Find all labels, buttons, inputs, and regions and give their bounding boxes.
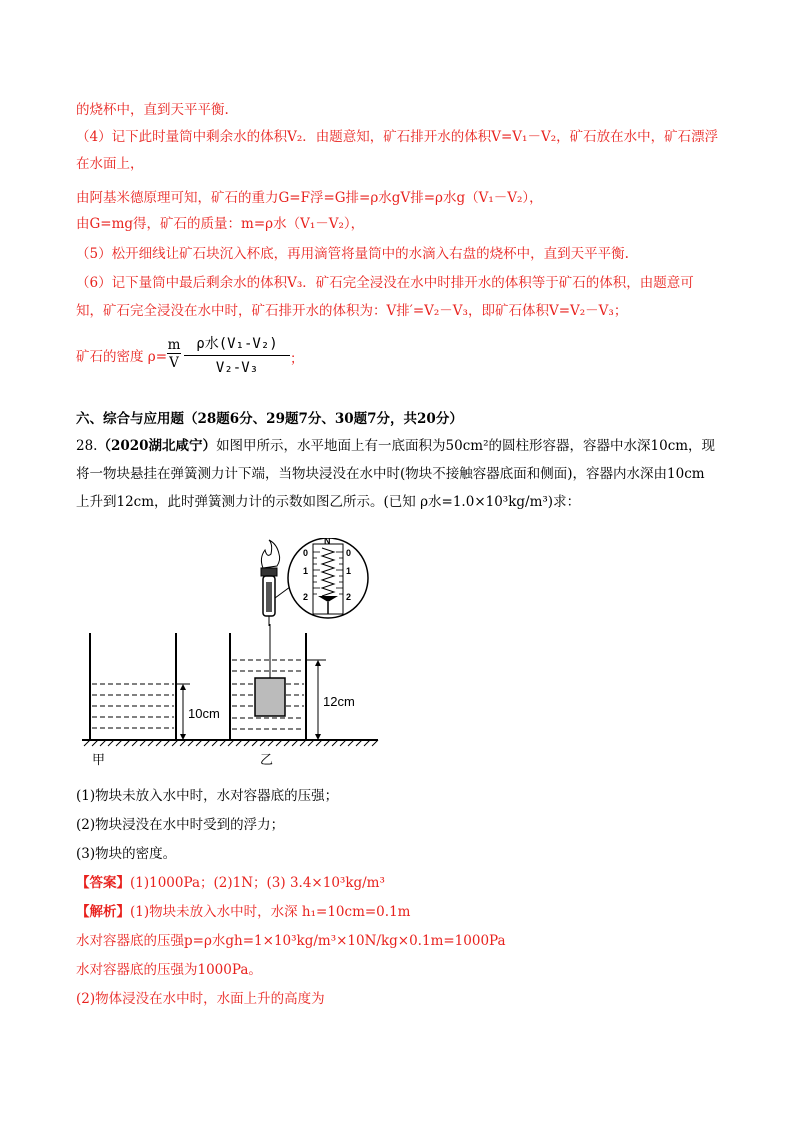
problem-source: （2020湖北咸宁）: [97, 438, 217, 454]
section-heading: 六、综合与应用题（28题6分、29题7分、30题7分，共20分）: [76, 411, 463, 427]
solution-line-4: 由阿基米德原理可知，矿石的重力G=F浮=G排=ρ水gV排=ρ水g（V₁－V₂），: [76, 190, 543, 206]
scale-tick-1-right: 1: [346, 566, 352, 576]
solution-line-8: 知，矿石完全浸没在水中时，矿石排开水的体积为：V排′=V₂－V₃，即矿石体积V=V₂－V₃；: [76, 303, 628, 319]
solution-line-5: 由G=mg得，矿石的质量：m=ρ水（V₁－V₂），: [76, 216, 365, 232]
density-prefix: 矿石的密度 ρ=: [76, 349, 168, 365]
experiment-figure: [80, 538, 380, 778]
fraction-numerator: ρ水(V₁-V₂): [184, 333, 290, 356]
ground: [82, 740, 378, 746]
scale-tick-0-left: 0: [303, 548, 309, 558]
scale-label-n: N: [324, 538, 331, 546]
question-2: (2)物块浸没在水中时受到的浮力；: [76, 817, 285, 833]
scale-tick-0-right: 0: [346, 548, 352, 558]
question-1: (1)物块未放入水中时，水对容器底的压强；: [76, 788, 339, 804]
label-jia: 甲: [92, 752, 106, 767]
fraction-denominator: V₂-V₃: [215, 360, 259, 376]
fraction-v: V: [169, 355, 179, 371]
analysis-tag: 【解析】: [76, 904, 130, 920]
analysis-line-3: 水对容器底的压强为1000Pa。: [76, 962, 262, 978]
fraction-end: ；: [290, 351, 304, 367]
container-yi: [230, 624, 326, 740]
label-10cm: 10cm: [188, 706, 220, 721]
solution-line-3: 在水面上，: [76, 156, 144, 172]
block: [255, 678, 285, 716]
zoom-circle: [288, 538, 368, 618]
solution-line-6: （5）松开细线让矿石块沉入杯底，再用滴管将量筒中的水滴入右盘的烧杯中，直到天平平衡.: [76, 246, 629, 262]
scale-tick-1-left: 1: [303, 566, 309, 576]
analysis-line-4: (2)物体浸没在水中时，水面上升的高度为: [76, 991, 325, 1007]
problem-number: 28.: [76, 438, 98, 454]
problem-line-2: 将一物块悬挂在弹簧测力计下端，当物块浸没在水中时(物块不接触容器底面和侧面)，容器内水深由10cm: [76, 466, 705, 482]
analysis-line-1: [76, 902, 410, 922]
label-yi: 乙: [260, 752, 274, 767]
container-jia: [90, 633, 190, 740]
density-fraction-main: [184, 333, 290, 380]
problem-text-1: 如图甲所示，水平地面上有一底面积为50cm²的圆柱形容器，容器中水深10cm，现: [216, 438, 716, 454]
solution-line-7: （6）记下量筒中最后剩余水的体积V₃．矿石完全浸没在水中时排开水的体积等于矿石的体积，由题意可: [76, 275, 694, 291]
problem-line-3: 上升到12cm，此时弹簧测力计的示数如图乙所示。(已知 ρ水=1.0×10³kg/m³)求：: [76, 494, 581, 510]
answer-text: (1)1000Pa；(2)1N；(3) 3.4×10³kg/m³: [130, 875, 385, 891]
scale-tick-2-right: 2: [346, 592, 352, 602]
scale-tick-2-left: 2: [303, 592, 309, 602]
answer-tag: 【答案】: [76, 875, 130, 891]
density-fraction-mv: [167, 337, 181, 372]
fraction-m: m: [167, 337, 181, 353]
label-12cm: 12cm: [323, 694, 355, 709]
analysis-text-1: (1)物块未放入水中时，水深 h₁=10cm=0.1m: [130, 904, 411, 920]
analysis-line-2: 水对容器底的压强p=ρ水gh=1×10³kg/m³×10N/kg×0.1m=1000Pa: [76, 933, 506, 949]
question-3: (3)物块的密度。: [76, 846, 177, 862]
solution-line-2: （4）记下此时量筒中剩余水的体积V₂．由题意知，矿石排开水的体积V=V₁－V₂，矿石放在水中，矿石漂浮: [76, 129, 719, 145]
problem-line-1: [76, 436, 715, 456]
solution-line-1: 的烧杯中，直到天平平衡.: [76, 102, 229, 118]
answer-line: [76, 873, 385, 893]
